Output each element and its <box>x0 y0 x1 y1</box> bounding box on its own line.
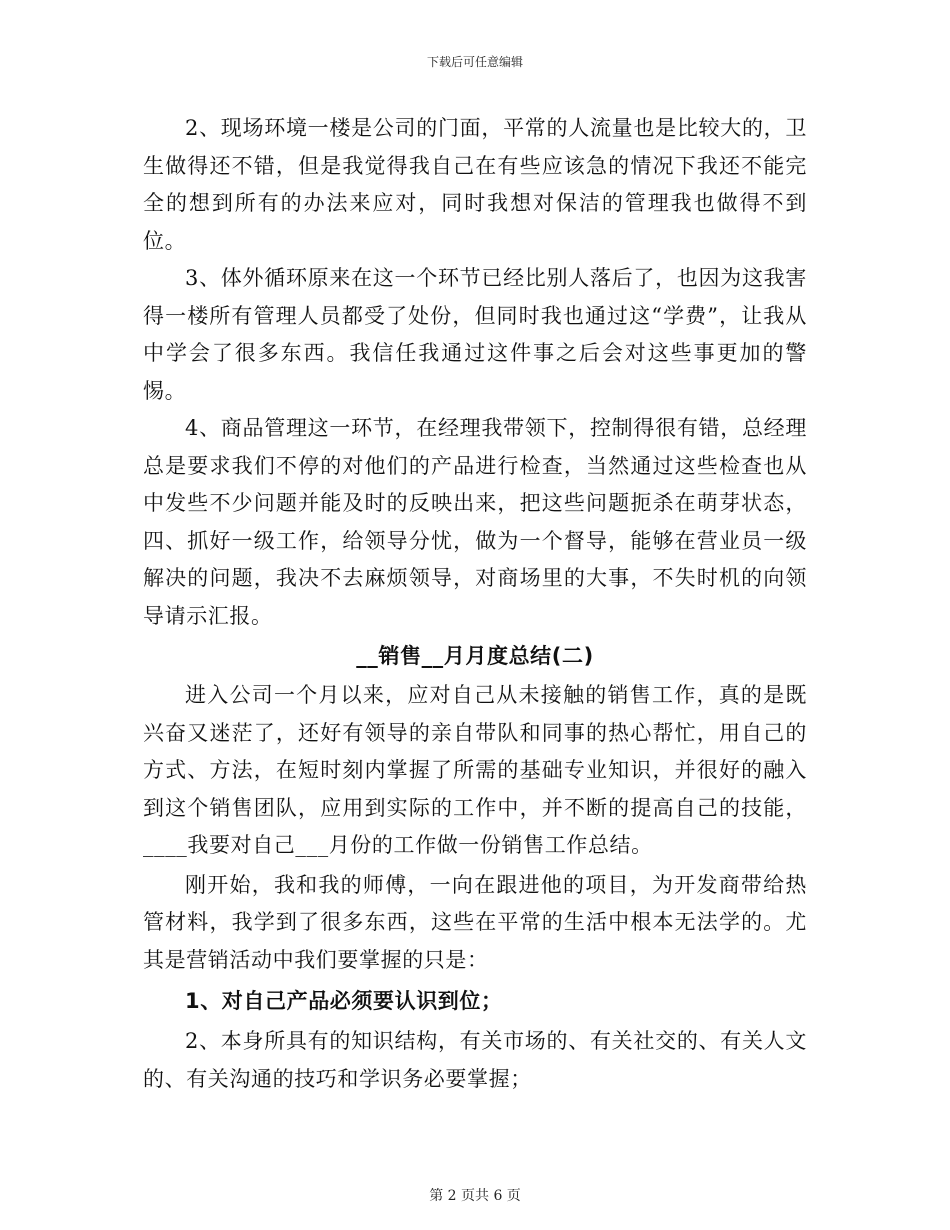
page-footer: 第 2 页共 6 页 <box>429 1188 521 1204</box>
paragraph-circulation: 3、体外循环原来在这一个环节已经比别人落后了，也因为这我害得一楼所有管理人员都受了处份，但同时我也通过这“学费”，让我从中学会了很多东西。我信任我通过这件事之后会对这些事更加的警惕。 <box>143 266 807 403</box>
document-body <box>143 110 807 1098</box>
bold-list-item: 1、对自己产品必须要认识到位； <box>185 989 503 1013</box>
paragraph-environment: 2、现场环境一楼是公司的门面，平常的人流量也是比较大的，卫生做得还不错，但是我觉得我自己在有些应该急的情况下我还不能完全的想到所有的办法来应对，同时我想对保洁的管理我也做得不到位。 <box>143 116 807 253</box>
section-title: __销售__月月度总结(二) <box>356 644 594 668</box>
page-header: 下载后可任意编辑 <box>426 55 523 69</box>
paragraph-intro: 进入公司一个月以来，应对自己从未接触的销售工作，真的是既兴奋又迷茫了，还好有领导的亲自带队和同事的热心帮忙，用自己的方式、方法，在短时刻内掌握了所需的基础专业知识，并很好的融入到这个销售团队，应用到实际的工作中，并不断的提高自己的技能，____我要对自己___月份的工作做一份销售工作总结。 <box>143 683 807 857</box>
paragraph-goods-management: 4、商品管理这一环节，在经理我带领下，控制得很有错，总经理总是要求我们不停的对他们的产品进行检查，当然通过这些检查也从中发些不少问题并能及时的反映出来，把这些问题扼杀在萌芽状态，四、抓好一级工作，给领导分忧，做为一个督导，能够在营业员一级解决的问题，我决不去麻烦领导，对商场里的大事，不失时机的向领导请示汇报。 <box>143 416 807 628</box>
paragraph-knowledge: 2、本身所具有的知识结构，有关市场的、有关社交的、有关人文的、有关沟通的技巧和学识务必要掌握； <box>143 1029 807 1091</box>
paragraph-mentor: 刚开始，我和我的师傅，一向在跟进他的项目，为开发商带给热管材料，我学到了很多东西，这些在平常的生活中根本无法学的。尤其是营销活动中我们要掌握的只是： <box>143 872 807 972</box>
